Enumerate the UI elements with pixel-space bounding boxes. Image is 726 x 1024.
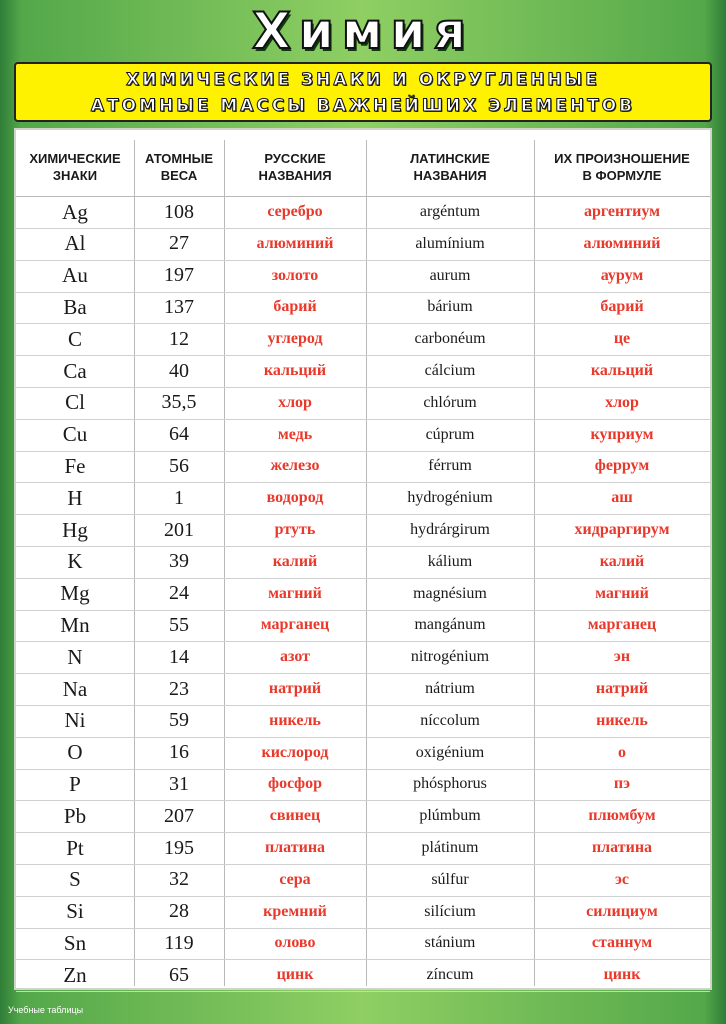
table-row [16,291,710,324]
cell-pronunciation: о [618,743,626,761]
cell-symbol: K [67,549,83,574]
cell-russian-name: кремний [263,902,327,920]
cell-symbol: Zn [63,962,87,987]
cell-latin-name: níccolum [420,711,480,729]
cell-symbol: Ag [62,199,88,224]
cell-pronunciation: пэ [613,775,631,793]
cell-russian-name: марганец [260,616,330,634]
subtitle-banner [14,62,712,122]
table-row [16,800,710,833]
cell-russian-name: натрий [268,680,322,697]
cell-symbol: Al [64,231,86,256]
cell-russian-name: свинец [269,807,321,825]
cell-latin-name: mangánum [414,616,486,634]
table-row [16,896,710,929]
cell-weight: 201 [164,518,194,541]
cell-weight: 65 [169,963,189,986]
cell-symbol: S [69,867,81,892]
cell-latin-name: cúprum [425,425,475,443]
cell-russian-name: углерод [267,330,323,348]
table-row [16,705,710,738]
cell-pronunciation: платина [591,839,653,856]
cell-russian-name: платина [264,839,326,856]
cell-latin-name: alumínium [415,234,485,252]
cell-russian-name: цинк [276,966,314,984]
table-row [16,832,710,865]
table-row [16,641,710,674]
subtitle-line-1: ХИМИЧЕСКИЕ ЗНАКИ И ОКРУГЛЕННЫЕ [126,70,600,90]
table-row [16,228,710,261]
table-row [16,927,710,960]
header-pronunciation: ИХ ПРОИЗНОШЕНИЕ В ФОРМУЛЕ [554,151,690,183]
cell-pronunciation: аргентиум [583,203,661,220]
cell-symbol: Fe [64,453,86,478]
cell-weight: 64 [169,423,189,446]
cell-latin-name: cálcium [424,362,476,379]
table-row [16,768,710,801]
cell-symbol: Cu [62,422,88,447]
cell-pronunciation: аурум [600,266,644,284]
header-latin-names: ЛАТИНСКИЕ НАЗВАНИЯ [410,151,490,183]
cell-pronunciation: марганец [587,616,657,634]
cell-pronunciation: силициум [586,902,658,920]
cell-russian-name: алюминий [256,234,334,252]
cell-russian-name: фосфор [268,775,322,793]
footer-label: Учебные таблицы [8,1005,84,1015]
cell-symbol: Pt [66,835,84,860]
cell-russian-name: золото [271,266,319,284]
cell-weight: 14 [169,645,189,668]
cell-russian-name: олово [274,934,316,952]
cell-latin-name: carbonéum [414,330,486,348]
cell-symbol: O [67,740,83,765]
cell-russian-name: азот [280,648,310,666]
cell-weight: 24 [169,582,189,605]
cell-latin-name: bárium [427,298,473,316]
cell-symbol: Sn [63,930,87,955]
cell-symbol: Ni [64,708,86,733]
cell-russian-name: серебро [267,203,323,220]
cell-weight: 39 [169,550,189,573]
cell-weight: 59 [169,709,189,732]
cell-weight: 12 [169,327,189,350]
cell-symbol: Mg [60,581,90,606]
header-russian-names: РУССКИЕ НАЗВАНИЯ [258,151,332,183]
table-row [16,673,710,706]
cell-pronunciation: плюмбум [588,807,656,825]
cell-pronunciation: аш [611,489,633,507]
cell-weight: 16 [169,741,189,764]
cell-weight: 195 [164,836,194,859]
cell-latin-name: stánium [424,934,476,952]
cell-symbol: Ba [63,294,87,319]
table-row [16,260,710,293]
cell-weight: 28 [169,900,189,923]
table-row [16,419,710,452]
cell-weight: 55 [169,613,189,636]
cell-latin-name: súlfur [431,870,469,888]
cell-symbol: Cl [65,390,85,415]
table-row [16,482,710,515]
cell-pronunciation: хлор [605,393,639,411]
cell-pronunciation: никель [596,711,648,729]
elements-table [14,128,712,990]
cell-weight: 137 [164,295,194,318]
cell-russian-name: ртуть [274,521,316,538]
cell-pronunciation: куприум [590,425,654,443]
cell-pronunciation: кальций [590,362,654,379]
cell-pronunciation: натрий [595,680,649,697]
cell-latin-name: nitrogénium [410,648,490,666]
cell-pronunciation: це [613,330,631,348]
cell-weight: 32 [169,868,189,891]
cell-russian-name: кислород [261,743,329,761]
table-row [16,514,710,547]
subtitle-line-2: АТОМНЫЕ МАССЫ ВАЖНЕЙШИХ ЭЛЕМЕНТОВ [90,96,636,116]
cell-symbol: Na [62,676,88,701]
cell-weight: 108 [164,200,194,223]
cell-symbol: Hg [62,517,88,542]
cell-weight: 197 [164,264,194,287]
cell-latin-name: zíncum [426,966,474,984]
cell-pronunciation: алюминий [583,234,661,252]
cell-latin-name: férrum [428,457,472,475]
cell-latin-name: aurum [429,266,471,284]
cell-weight: 56 [169,454,189,477]
cell-latin-name: oxigénium [415,743,485,761]
cell-latin-name: chlórum [423,393,477,411]
cell-russian-name: медь [277,425,313,443]
cell-pronunciation: станнум [591,934,653,952]
cell-pronunciation: феррум [594,457,650,475]
cell-pronunciation: магний [595,584,649,602]
table-row [16,546,710,579]
cell-symbol: P [69,771,81,796]
table-row [16,578,710,611]
cell-pronunciation: барий [600,298,644,316]
cell-latin-name: hydrogénium [407,489,493,507]
cell-weight: 207 [164,804,194,827]
cell-weight: 40 [169,359,189,382]
cell-symbol: Ca [63,358,87,383]
cell-russian-name: хлор [278,393,312,411]
header-symbols: ХИМИЧЕСКИЕ ЗНАКИ [29,151,121,183]
cell-latin-name: magnésium [413,584,487,602]
table-row [16,323,710,356]
cell-latin-name: plúmbum [419,807,481,825]
cell-symbol: C [67,326,82,351]
cell-russian-name: магний [268,584,322,602]
cell-latin-name: hydrárgirum [410,521,490,538]
table-header [16,138,710,197]
cell-russian-name: барий [273,298,317,316]
cell-russian-name: водород [266,489,324,507]
cell-symbol: N [67,644,83,669]
cell-latin-name: nátrium [425,680,475,697]
table-row [16,450,710,483]
cell-russian-name: сера [279,870,311,888]
cell-latin-name: silícium [424,902,476,920]
cell-symbol: Mn [60,612,90,637]
cell-pronunciation: эс [614,870,629,888]
table-row [16,196,710,229]
cell-pronunciation: калий [599,552,645,570]
cell-russian-name: калий [272,552,318,570]
table-row [16,959,710,992]
cell-pronunciation: эн [613,648,631,666]
cell-russian-name: никель [269,711,321,729]
header-weights: АТОМНЫЕ ВЕСА [144,151,214,183]
cell-russian-name: железо [270,457,320,475]
cell-latin-name: kálium [427,552,473,570]
cell-weight: 1 [174,486,184,509]
cell-weight: 31 [169,772,189,795]
cell-latin-name: argéntum [419,203,481,220]
table-row [16,737,710,770]
cell-weight: 23 [169,677,189,700]
cell-pronunciation: цинк [603,966,641,984]
table-row [16,355,710,388]
table-row [16,864,710,897]
cell-weight: 27 [169,232,189,255]
cell-symbol: H [67,485,83,510]
cell-weight: 35,5 [161,391,197,414]
cell-pronunciation: хидраргирум [574,521,670,538]
page-title: Химия [252,2,474,60]
cell-weight: 119 [164,931,194,954]
cell-symbol: Si [66,899,84,924]
cell-symbol: Pb [63,803,87,828]
cell-symbol: Au [62,263,88,288]
table-row [16,387,710,420]
cell-russian-name: кальций [263,362,327,379]
cell-latin-name: phósphorus [413,775,487,793]
table-row [16,609,710,642]
cell-latin-name: plátinum [421,839,479,856]
